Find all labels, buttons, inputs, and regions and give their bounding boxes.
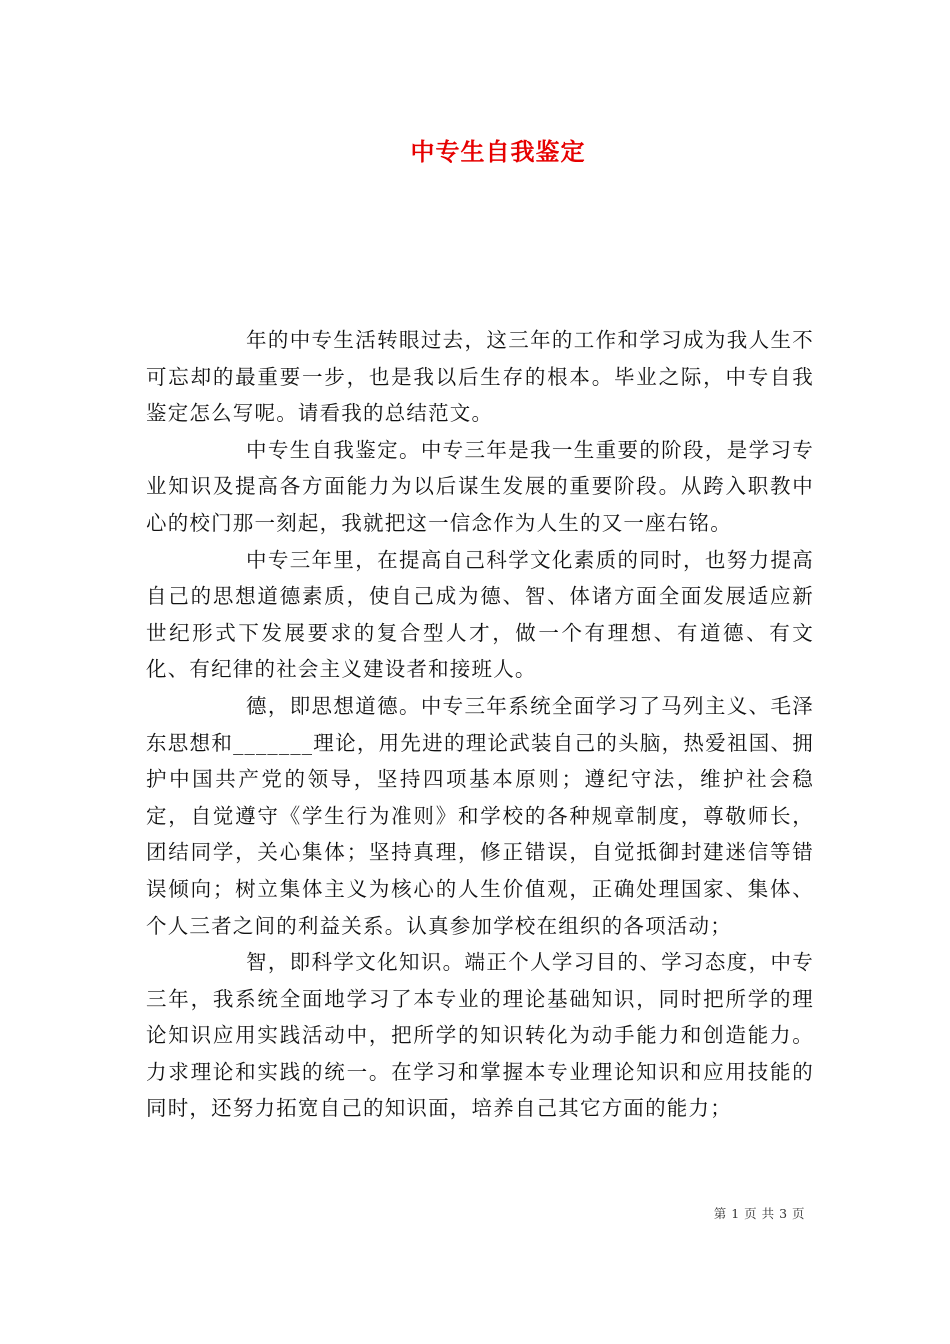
page-title <box>0 132 950 167</box>
paragraph-three-years: 中专三年里，在提高自己科学文化素质的同时，也努力提高自己的思想道德素质，使自己成为德、智、体诸方面全面发展适应新世纪形式下发展要求的复合型人才，做一个有理想、有道德、有文化、有纪律的社会主义建设者和接班人。 <box>146 547 814 682</box>
title-text: 中专生自我鉴定 <box>410 137 586 166</box>
paragraph-summary: 中专生自我鉴定。中专三年是我一生重要的阶段，是学习专业知识及提高各方面能力为以后谋生发展的重要阶段。从跨入职教中心的校门那一刻起，我就把这一信念作为人生的又一座右铭。 <box>146 437 814 535</box>
page-number-footer: 第 1 页 共 3 页 <box>713 1206 805 1221</box>
document-body <box>146 322 814 1127</box>
paragraph-intro: 年的中专生活转眼过去，这三年的工作和学习成为我人生不可忘却的最重要一步，也是我以后生存的根本。毕业之际，中专自我鉴定怎么写呢。请看我的总结范文。 <box>146 328 814 426</box>
paragraph-knowledge: 智，即科学文化知识。端正个人学习目的、学习态度，中专三年，我系统全面地学习了本专业的理论基础知识，同时把所学的理论知识应用实践活动中，把所学的知识转化为动手能力和创造能力。力求理论和实践的统一。在学习和掌握本专业理论知识和应用技能的同时，还努力拓宽自己的知识面，培养自己其它方面的能力； <box>146 950 814 1121</box>
paragraph-morality: 德，即思想道德。中专三年系统全面学习了马列主义、毛泽东思想和_______理论，用先进的理论武装自己的头脑，热爱祖国、拥护中国共产党的领导，坚持四项基本原则；遵纪守法，维护社会稳定，自觉遵守《学生行为准则》和学校的各种规章制度，尊敬师长，团结同学，关心集体；坚持真理，修正错误，自觉抵御封建迷信等错误倾向；树立集体主义为核心的人生价值观，正确处理国家、集体、个人三者之间的利益关系。认真参加学校在组织的各项活动； <box>146 693 814 938</box>
